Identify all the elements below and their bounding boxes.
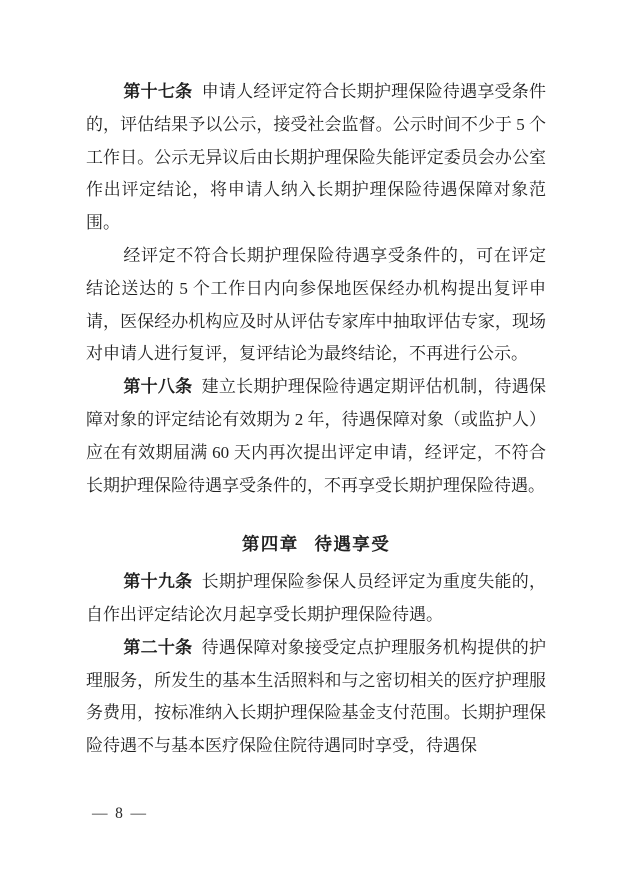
article-20-text: 待遇保障对象接受定点护理服务机构提供的护理服务，所发生的基本生活照料和与之密切相关的医疗护理服务费用，按标准纳入长期护理保险基金支付范围。长期护理保险待遇不与基本医疗保险住院待遇同时享受，待遇保 [86,637,547,756]
article-18-text: 建立长期护理保险待遇定期评估机制，待遇保障对象的评定结论有效期为 2 年，待遇保障对象（或监护人）应在有效期届满 60 天内再次提出评定申请，经评定，不符合长期护理保险待遇享受条件的，不再享受长期护理保险待遇。 [86,377,547,495]
page-number: — 8 — [92,805,148,822]
paragraph-article-19 [86,566,546,632]
article-19-text: 长期护理保险参保人员经评定为重度失能的，自作出评定结论次月起享受长期护理保险待遇。 [86,572,547,624]
paragraph-article-17 [86,76,546,240]
article-17-number: 第十七条 [123,82,193,101]
article-20-number: 第二十条 [123,637,193,657]
article-19-number: 第十九条 [123,572,193,592]
chapter-4-heading: 第四章 待遇享受 [241,534,391,555]
article-18-number: 第十八条 [123,377,193,397]
paragraph-reassessment [86,240,546,371]
paragraph-article-18 [86,371,546,502]
reassessment-text: 经评定不符合长期护理保险待遇享受条件的，可在评定结论送达的 5 个工作日内向参保地医保经办机构提出复评申请，医保经办机构应及时从评估专家库中抽取评估专家，现场对申请人进行复评，复评结论为最终结论，不再进行公示。 [86,245,546,364]
document-text-block [86,76,546,763]
paragraph-article-20 [86,632,546,763]
article-17-text: 申请人经评定符合长期护理保险待遇享受条件的，评估结果予以公示，接受社会监督。公示时间不少于 5 个工作日。公示无异议后由长期护理保险失能评定委员会办公室作出评定结论，将申请人纳入长期护理保险待遇保障对象范围。 [86,82,547,233]
